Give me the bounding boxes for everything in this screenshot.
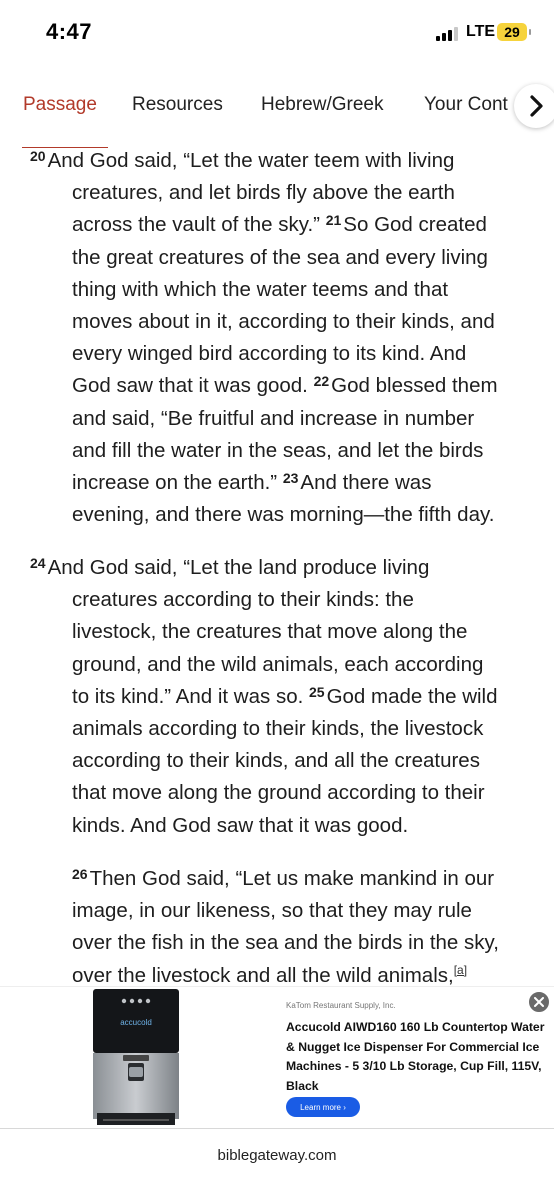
url-text: biblegateway.com <box>217 1147 337 1164</box>
verse-text: And God said, “Let the land produce living <box>47 556 430 579</box>
verse-number: 25 <box>309 683 325 700</box>
verse-text: every winged bird according to its kind. And <box>72 342 467 366</box>
paragraph-verses-24-25 <box>30 552 540 842</box>
verse-text: increase on the earth.” <box>72 471 278 495</box>
learn-more-button[interactable]: Learn more › <box>286 1097 360 1117</box>
tab-bar <box>8 64 554 148</box>
close-ad-button[interactable] <box>527 990 551 1014</box>
verse-text: God made the wild <box>326 684 498 708</box>
verse-text: kinds. And God saw that it was good. <box>72 813 409 837</box>
verse-number: 20 <box>30 148 46 164</box>
tab-hebrew-greek[interactable]: Hebrew/Greek <box>261 94 384 115</box>
footnote-link[interactable]: [a] <box>453 962 468 977</box>
ad-advertiser: KaTom Restaurant Supply, Inc. <box>286 1001 396 1010</box>
paragraph-verses-20-23 <box>30 148 540 531</box>
verse-text: ground, and the wild animals, each according <box>72 652 484 676</box>
network-label: LTE <box>466 23 496 40</box>
chevron-right-icon <box>528 95 544 117</box>
verse-text: livestock, the creatures that move along the <box>72 620 468 644</box>
passage-text <box>0 148 554 986</box>
verse-text: over the fish in the sea and the birds in the sky, <box>72 931 499 955</box>
verse-text: thing with which the water teems and that <box>72 277 449 301</box>
verse-text: And God said, “Let the water teem with living <box>47 149 455 172</box>
battery-icon <box>497 23 527 41</box>
verse-text: and fill the water in the seas, and let the birds <box>72 438 484 462</box>
status-bar <box>0 0 554 64</box>
verse-text: Then God said, “Let us make mankind in our <box>89 867 495 890</box>
verse-number: 22 <box>313 373 330 390</box>
verse-text: creatures, and let birds fly above the earth <box>72 181 455 205</box>
verse-text: So God created <box>343 213 487 237</box>
verse-number: 23 <box>282 470 299 487</box>
tab-resources[interactable]: Resources <box>132 94 223 115</box>
verse-text: and said, “Be fruitful and increase in number <box>72 406 475 430</box>
status-time: 4:47 <box>46 19 93 44</box>
browser-address-bar[interactable] <box>0 1128 554 1200</box>
verse-text: across the vault of the sky.” <box>72 213 321 237</box>
ad-banner[interactable] <box>0 986 554 1129</box>
verse-text: animals according to their kinds, the livestock <box>72 717 484 741</box>
verse-text: that move along the ground according to their <box>72 781 485 805</box>
battery-level: 29 <box>504 24 520 40</box>
verse-text: over the livestock and all the wild animals, <box>72 963 454 986</box>
verse-text: evening, and there was morning—the fifth day. <box>72 503 495 527</box>
paragraph-verse-26 <box>30 863 540 986</box>
verse-text: God saw that it was good. <box>72 374 308 398</box>
ad-product-image <box>93 989 179 1129</box>
verse-number: 24 <box>30 555 46 571</box>
verse-text: God blessed them <box>331 374 498 398</box>
verse-text: image, in our likeness, so that they may rule <box>72 899 472 923</box>
verse-number: 21 <box>325 212 342 229</box>
verse-number: 26 <box>72 866 88 882</box>
verse-text: to its kind.” And it was so. <box>72 684 304 708</box>
tab-passage[interactable]: Passage <box>23 94 97 115</box>
tabs-scroll-next-button[interactable] <box>514 84 554 128</box>
close-icon <box>534 997 544 1007</box>
verse-text: moves about in it, according to their kinds, and <box>72 310 495 334</box>
verse-text: according to their kinds, and all the creatures <box>72 749 480 773</box>
tab-your-content[interactable]: Your Cont <box>424 94 508 115</box>
verse-text: creatures according to their kinds: the <box>72 588 414 612</box>
ad-title[interactable]: Accucold AIWD160 160 Lb Countertop Water & Nugget Ice Dispenser For Commercial Ice Machines - 5 3/10 Lb Storage, Cup Fill, 115V, Black <box>286 1020 545 1093</box>
product-logo: accucold <box>120 1018 152 1027</box>
verse-text: And there was <box>300 471 432 495</box>
verse-text: the great creatures of the sea and every living <box>72 245 488 269</box>
signal-icon <box>436 25 458 41</box>
